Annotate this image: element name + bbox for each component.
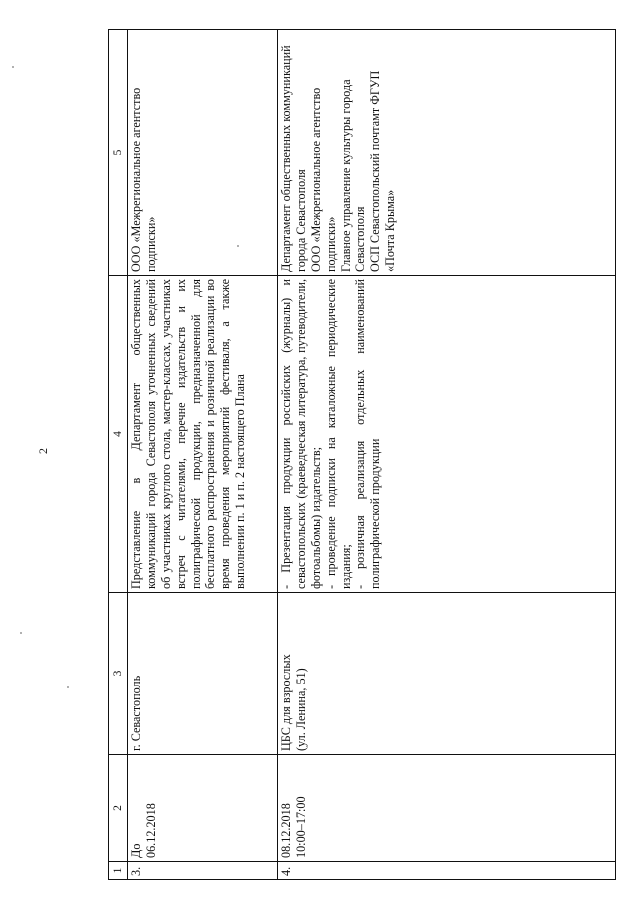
row-number: 4. xyxy=(278,862,616,880)
responsible-line: ОСП Севастопольский почтамт ФГУП «Почта Крыма» xyxy=(368,70,398,272)
schedule-table-wrapper xyxy=(108,30,616,880)
place-line: г. Севастополь xyxy=(129,675,144,751)
date-line: До xyxy=(129,843,144,858)
scan-speck xyxy=(20,632,22,634)
scan-speck xyxy=(67,686,69,688)
date-line: 10:00–17:00 xyxy=(293,796,308,858)
row-number: 3. xyxy=(128,862,278,880)
table-row xyxy=(128,30,278,880)
date-line: 06.12.2018 xyxy=(143,803,158,858)
description-item: - розничная реализация отдельных наименований полиграфической продукции xyxy=(353,279,383,589)
column-number-4: 4 xyxy=(109,276,128,593)
responsible-line: ООО «Межрегиональное агентство подписки» xyxy=(129,87,158,272)
schedule-table xyxy=(108,29,616,880)
row-date xyxy=(278,755,616,862)
column-number-1: 1 xyxy=(109,862,128,880)
column-number-row xyxy=(109,30,128,880)
row-description xyxy=(278,276,616,593)
responsible-line: Главное управление культуры города Севастополя xyxy=(338,79,368,272)
row-description: Представление в Департамент общественных коммуникаций города Севастополя уточненных сведений об участниках круглого стола, мастер-классах, участниках встреч с читателями, перечне издательств и их полиграфической продукции, предназначенной для бесплатного распространения и розничной реализации во время проведения мероприятий фестиваля, а также выполнении п. 1 и п. 2 настоящего Плана xyxy=(128,276,278,593)
responsible-line: ООО «Межрегиональное агентство подписки» xyxy=(308,87,338,272)
page-number: 2 xyxy=(36,448,50,454)
column-number-2: 2 xyxy=(109,755,128,862)
row-place xyxy=(128,593,278,755)
row-date xyxy=(128,755,278,862)
column-number-5: 5 xyxy=(109,30,128,276)
table-row xyxy=(278,30,616,880)
place-line: (ул. Ленина, 51) xyxy=(293,668,308,751)
description-item: - Презентация продукции российских (журналы) и севастопольских (краеведческая литература, путеводители, фотоальбомы) издательств; xyxy=(279,279,323,589)
description-item: - проведение подписки на каталожные периодические издания; xyxy=(323,279,353,589)
row-responsible xyxy=(278,30,616,276)
responsible-line: Департамент общественных коммуникаций города Севастополя xyxy=(279,45,308,272)
row-place xyxy=(278,593,616,755)
place-line: ЦБС для взрослых xyxy=(279,654,294,751)
column-number-3: 3 xyxy=(109,593,128,755)
date-line: 08.12.2018 xyxy=(279,803,294,858)
scan-speck xyxy=(12,66,14,68)
row-responsible xyxy=(128,30,278,276)
